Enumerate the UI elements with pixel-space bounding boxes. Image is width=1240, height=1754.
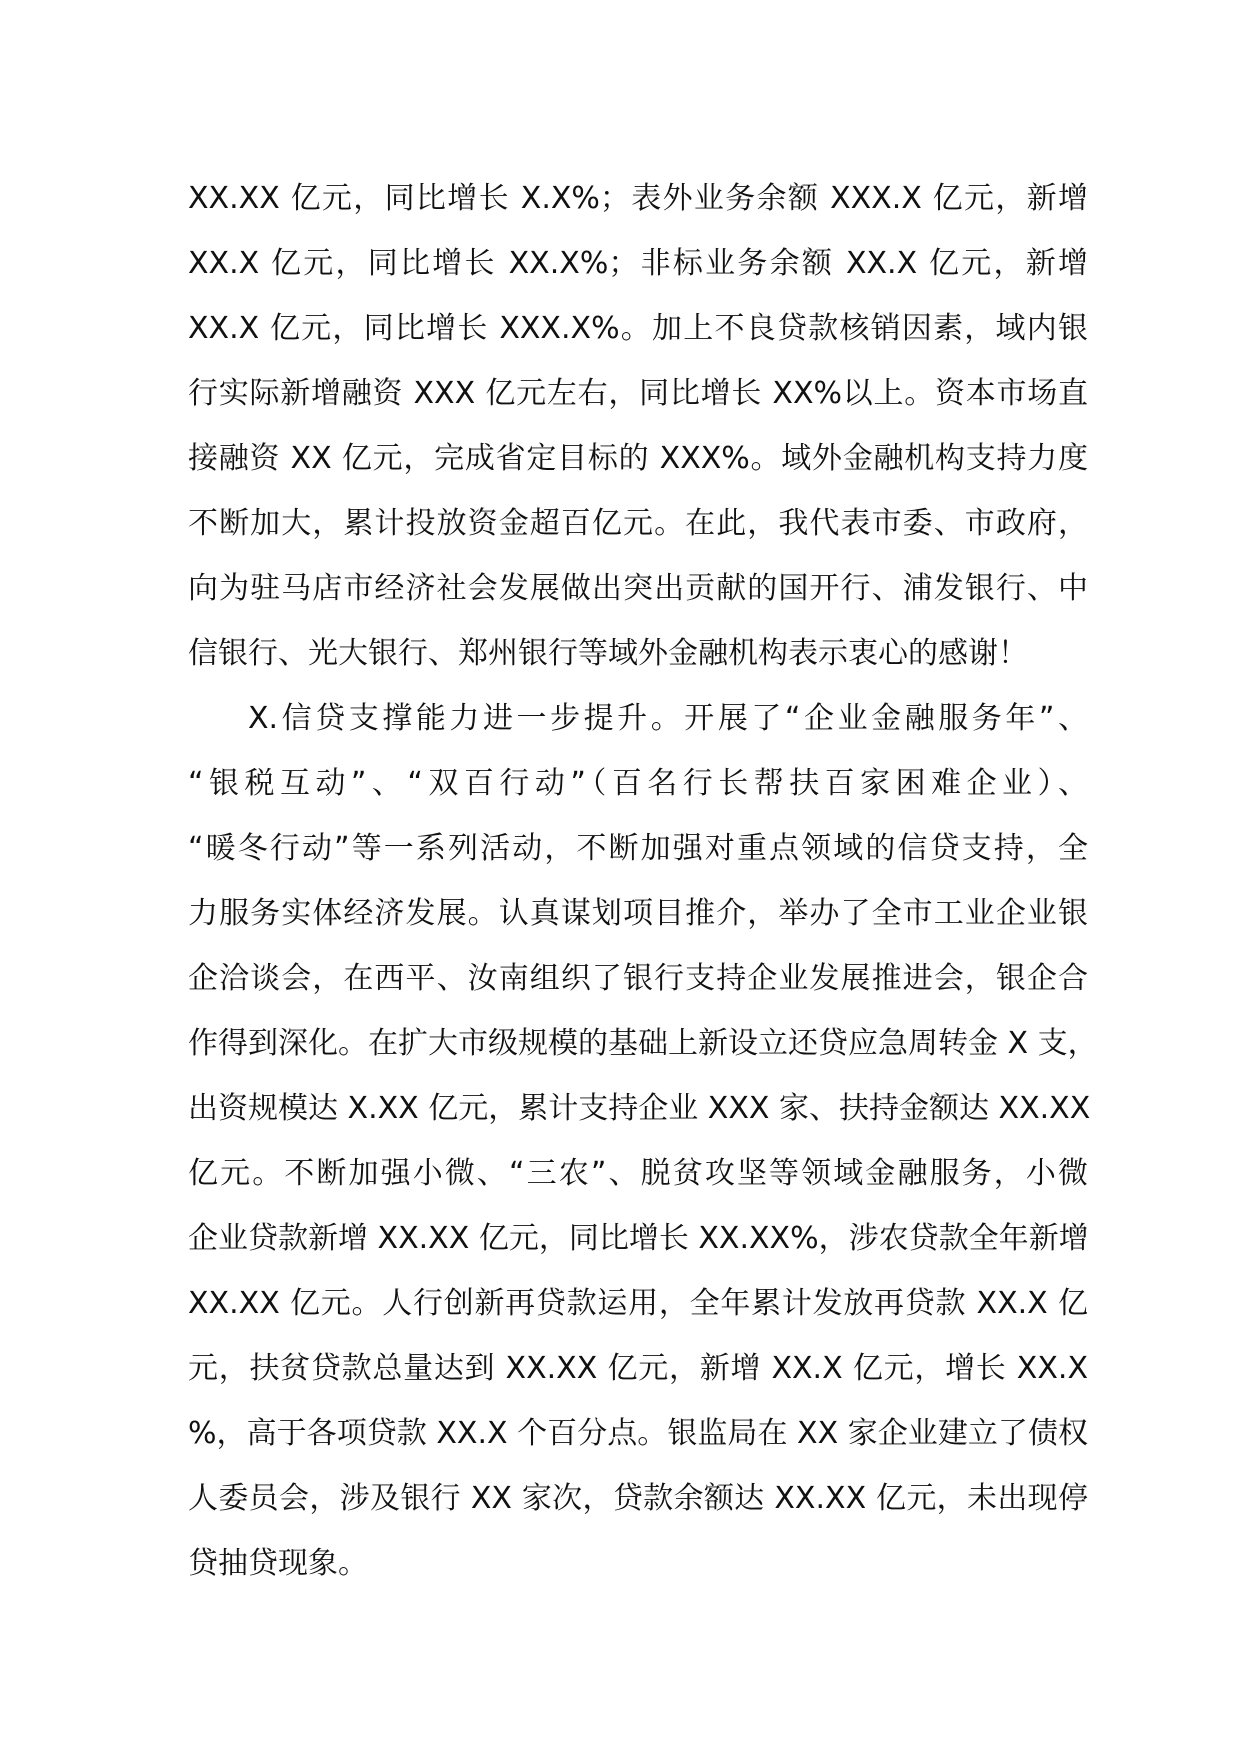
text-line: 出资规模达 X.XX 亿元，累计支持企业 XXX 家、扶持金额达 XX.XX — [188, 1091, 1091, 1126]
text-line: 人委员会，涉及银行 XX 家次，贷款余额达 XX.XX 亿元，未出现停 — [188, 1481, 1088, 1516]
text-line: XX.X 亿元，同比增长 XX.X%；非标业务余额 XX.X 亿元，新增 — [188, 246, 1088, 281]
text-line: XX.X 亿元，同比增长 XXX.X%。加上不良贷款核销因素，域内银 — [188, 311, 1088, 346]
text-line: 不断加大，累计投放资金超百亿元。在此，我代表市委、市政府， — [188, 506, 1088, 541]
text-line: 接融资 XX 亿元，完成省定目标的 XXX%。域外金融机构支持力度 — [188, 441, 1088, 476]
text-line: 亿元。不断加强小微、“三农”、脱贫攻坚等领域金融服务，小微 — [188, 1156, 1088, 1191]
text-line: 企业贷款新增 XX.XX 亿元，同比增长 XX.XX%，涉农贷款全年新增 — [188, 1221, 1089, 1256]
text-line: XX.XX 亿元，同比增长 X.X%；表外业务余额 XXX.X 亿元，新增 — [188, 181, 1088, 216]
paragraph-1 — [188, 166, 1088, 686]
text-line: 企洽谈会，在西平、汝南组织了银行支持企业发展推进会，银企合 — [188, 961, 1088, 996]
text-line: %，高于各项贷款 XX.X 个百分点。银监局在 XX 家企业建立了债权 — [188, 1416, 1088, 1451]
text-line: XX.XX 亿元。人行创新再贷款运用，全年累计发放再贷款 XX.X 亿 — [188, 1286, 1088, 1321]
text-line: “银税互动”、“双百行动”（百名行长帮扶百家困难企业）、 — [188, 766, 1088, 801]
text-line: 行实际新增融资 XXX 亿元左右，同比增长 XX%以上。资本市场直 — [188, 376, 1088, 411]
text-line: 元，扶贫贷款总量达到 XX.XX 亿元，新增 XX.X 亿元，增长 XX.X — [188, 1351, 1088, 1386]
text-line: 作得到深化。在扩大市级规模的基础上新设立还贷应急周转金 X 支， — [188, 1026, 1098, 1061]
text-line: “暖冬行动”等一系列活动，不断加强对重点领域的信贷支持，全 — [188, 831, 1088, 866]
text-line: 贷抽贷现象。 — [188, 1546, 368, 1581]
paragraph-2 — [188, 686, 1098, 1596]
text-line: 向为驻马店市经济社会发展做出突出贡献的国开行、浦发银行、中 — [188, 571, 1088, 606]
text-line: X.信贷支撑能力进一步提升。开展了“企业金融服务年”、 — [248, 701, 1088, 736]
text-line: 力服务实体经济发展。认真谋划项目推介，举办了全市工业企业银 — [188, 896, 1088, 931]
document-body — [188, 166, 1098, 1596]
text-line: 信银行、光大银行、郑州银行等域外金融机构表示衷心的感谢！ — [188, 636, 1028, 671]
